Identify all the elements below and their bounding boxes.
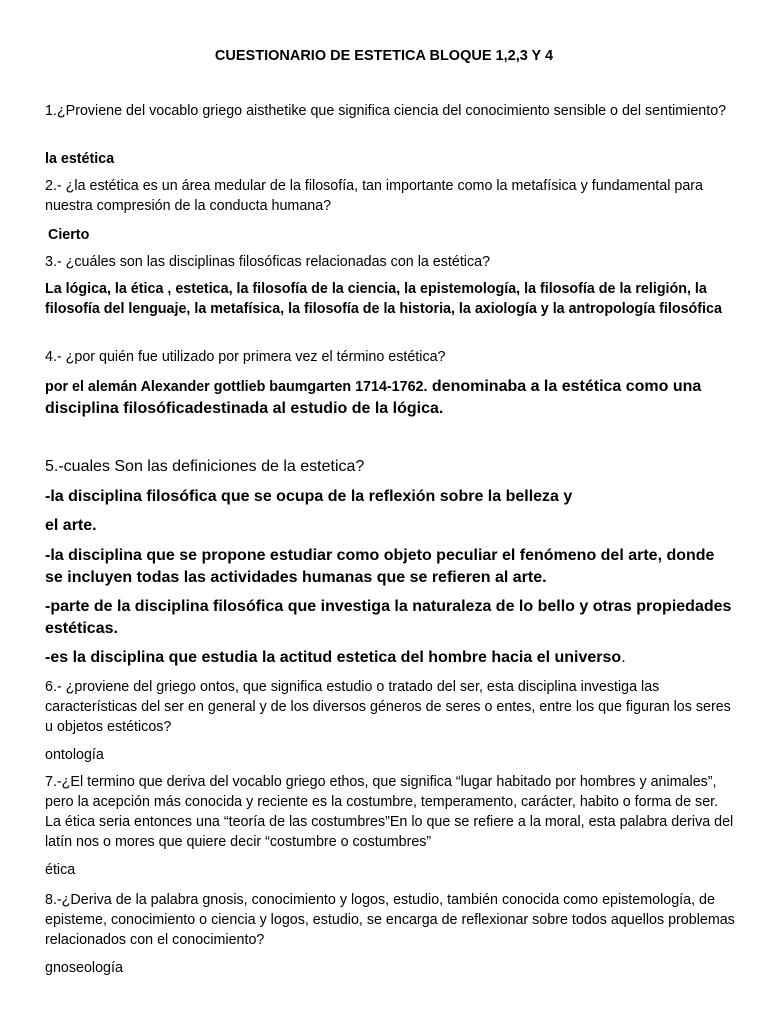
question-6: 6.- ¿proviene del griego ontos, que significa estudio o tratado del ser, esta disciplina investiga las características del ser en general y de los diversos géneros de seres o entes, entre los que figuran los seres u objetos estéticos? bbox=[45, 679, 731, 735]
question-5: 5.-cuales Son las definiciones de la estetica? bbox=[45, 458, 365, 475]
answer-5-definition-3: -parte de la disciplina filosófica que investiga la naturaleza de lo bello y otras propiedades estéticas. bbox=[45, 598, 732, 637]
document-title: CUESTIONARIO DE ESTETICA BLOQUE 1,2,3 Y 4 bbox=[214, 48, 554, 64]
question-7: 7.-¿El termino que deriva del vocablo griego ethos, que significa “lugar habitado por hombres y animales”, pero la acepción más conocida y reciente es la costumbre, temperamento, carácter, habito o forma de ser. La ética seria entonces una “teoría de las costumbres”En lo que se refiere a la moral, esta palabra deriva del latín nos o mores que quiere decir “costumbre o costumbres” bbox=[45, 774, 734, 850]
answer-4-author: por el alemán Alexander gottlieb baumgarten 1714-1762. bbox=[45, 379, 428, 395]
question-4: 4.- ¿por quién fue utilizado por primera vez el término estética? bbox=[45, 349, 446, 365]
question-1: 1.¿Proviene del vocablo griego aisthetike que significa ciencia del conocimiento sensible o del sentimiento? bbox=[45, 103, 727, 119]
question-8: 8.-¿Deriva de la palabra gnosis, conocimiento y logos, estudio, también conocida como epistemología, de episteme, conocimiento o ciencia y logos, estudio, se encarga de reflexionar sobre todos aquellos problemas relacionados con el conocimiento? bbox=[45, 892, 735, 948]
answer-5-definition-4 bbox=[45, 647, 735, 669]
answer-5-definition-4-period: . bbox=[621, 649, 626, 666]
answer-1: la estética bbox=[45, 151, 115, 167]
answer-5-line-1: -la disciplina filosófica que se ocupa de la reflexión sobre la belleza y bbox=[45, 488, 573, 505]
question-3: 3.- ¿cuáles son las disciplinas filosóficas relacionadas con la estética? bbox=[45, 254, 491, 270]
answer-5-definition-4-text: -es la disciplina que estudia la actitud estetica del hombre hacia el universo bbox=[45, 649, 622, 666]
answer-4 bbox=[45, 376, 735, 420]
answer-3: La lógica, la ética , estetica, la filosofía de la ciencia, la epistemología, la filosofía de la religión, la filosofía del lenguaje, la metafísica, la filosofía de la historia, la axiología y la antropología filosófica bbox=[45, 281, 722, 317]
answer-7: ética bbox=[45, 862, 76, 878]
answer-6: ontología bbox=[45, 747, 104, 763]
answer-8: gnoseología bbox=[45, 960, 123, 976]
answer-4-description: denominaba a la estética como una disciplina filosóficadestinada al estudio de la lógica. bbox=[45, 378, 702, 417]
answer-2: Cierto bbox=[48, 227, 90, 243]
question-2: 2.- ¿la estética es un área medular de la filosofía, tan importante como la metafísica y fundamental para nuestra compresión de la conducta humana? bbox=[45, 178, 703, 214]
answer-5-line-2: el arte. bbox=[45, 517, 97, 534]
answer-5-definition-2: -la disciplina que se propone estudiar como objeto peculiar el fenómeno del arte, donde se incluyen todas las actividades humanas que se refieren al arte. bbox=[45, 547, 715, 586]
